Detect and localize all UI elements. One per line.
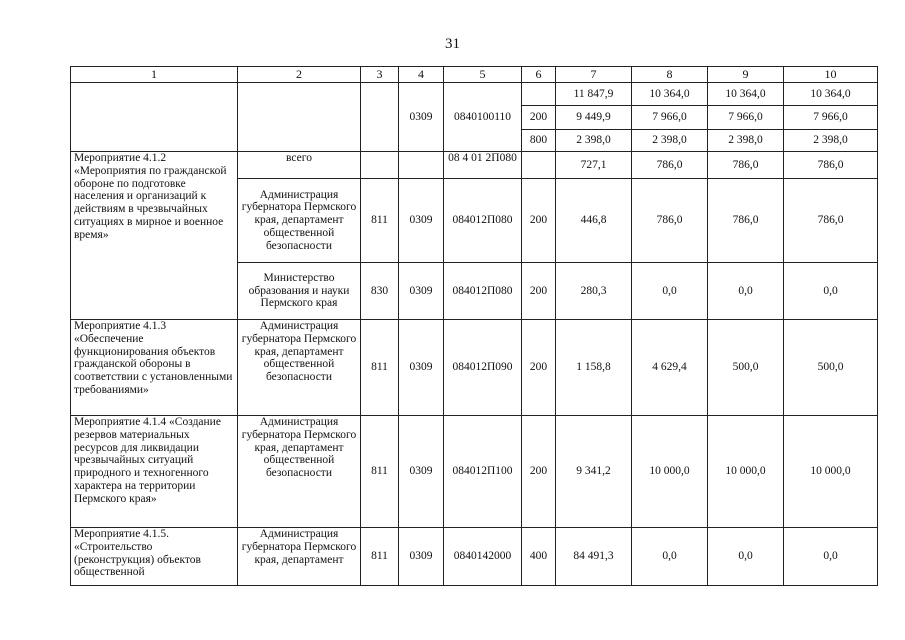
cell-event: Мероприятие 4.1.5. «Строительство (реконструкция) объектов общественной — [71, 528, 238, 586]
col-header: 2 — [238, 67, 361, 83]
cell-value: 9 449,9 — [556, 106, 632, 130]
cell-executor — [238, 83, 361, 152]
cell-vr: 200 — [522, 263, 556, 320]
cell-value: 84 491,3 — [556, 528, 632, 586]
cell-vr — [522, 83, 556, 106]
cell-grbs — [361, 83, 399, 152]
cell-value: 0,0 — [784, 528, 878, 586]
cell-value: 7 966,0 — [784, 106, 878, 130]
cell-value: 2 398,0 — [784, 130, 878, 152]
cell-value: 0,0 — [632, 263, 708, 320]
page-number: 31 — [445, 36, 460, 52]
cell-value: 280,3 — [556, 263, 632, 320]
cell-section: 0309 — [399, 320, 444, 416]
cell-grbs: 811 — [361, 320, 399, 416]
cell-grbs — [361, 152, 399, 179]
cell-grbs: 811 — [361, 416, 399, 528]
cell-csr: 084012П080 — [444, 263, 522, 320]
cell-value: 2 398,0 — [708, 130, 784, 152]
cell-value: 10 000,0 — [708, 416, 784, 528]
cell-value: 500,0 — [708, 320, 784, 416]
cell-csr: 0840100110 — [444, 83, 522, 152]
cell-value: 786,0 — [784, 152, 878, 179]
cell-section: 0309 — [399, 263, 444, 320]
col-header: 7 — [556, 67, 632, 83]
cell-value: 446,8 — [556, 179, 632, 263]
budget-table — [70, 66, 878, 586]
cell-value: 10 364,0 — [784, 83, 878, 106]
cell-value: 7 966,0 — [708, 106, 784, 130]
cell-vr: 200 — [522, 179, 556, 263]
cell-event — [71, 83, 238, 152]
cell-csr: 084012П100 — [444, 416, 522, 528]
cell-csr: 0840142000 — [444, 528, 522, 586]
cell-value: 727,1 — [556, 152, 632, 179]
table-row — [71, 83, 878, 106]
cell-section: 0309 — [399, 416, 444, 528]
cell-value: 10 000,0 — [632, 416, 708, 528]
cell-csr: 084012П080 — [444, 179, 522, 263]
col-header: 10 — [784, 67, 878, 83]
cell-vr — [522, 152, 556, 179]
cell-value: 1 158,8 — [556, 320, 632, 416]
col-header: 1 — [71, 67, 238, 83]
cell-event: Мероприятие 4.1.3 «Обеспечение функционирования объектов гражданской обороны в соответствии с установленными требованиями» — [71, 320, 238, 416]
cell-value: 786,0 — [708, 152, 784, 179]
col-header: 8 — [632, 67, 708, 83]
cell-csr: 08 4 01 2П080 — [444, 152, 522, 179]
cell-value: 0,0 — [708, 263, 784, 320]
table-row — [71, 320, 878, 416]
cell-value: 7 966,0 — [632, 106, 708, 130]
cell-value: 4 629,4 — [632, 320, 708, 416]
cell-executor: Администрация губернатора Пермского края, департамент общественной безопасности — [238, 320, 361, 416]
cell-value: 0,0 — [784, 263, 878, 320]
cell-vr: 200 — [522, 416, 556, 528]
cell-value: 786,0 — [784, 179, 878, 263]
col-header: 3 — [361, 67, 399, 83]
cell-event: Мероприятие 4.1.2 «Мероприятия по гражданской обороне по подготовке населения и организаций к действиям в чрезвычайных ситуациях в мирное и военное время» — [71, 152, 238, 320]
cell-grbs: 811 — [361, 179, 399, 263]
cell-value: 2 398,0 — [556, 130, 632, 152]
cell-value: 0,0 — [708, 528, 784, 586]
table-row — [71, 152, 878, 179]
cell-value: 10 000,0 — [784, 416, 878, 528]
cell-grbs: 811 — [361, 528, 399, 586]
cell-vr: 400 — [522, 528, 556, 586]
cell-executor: Администрация губернатора Пермского края, департамент общественной безопасности — [238, 179, 361, 263]
cell-value: 786,0 — [632, 179, 708, 263]
col-header: 4 — [399, 67, 444, 83]
cell-section — [399, 152, 444, 179]
col-header: 5 — [444, 67, 522, 83]
cell-value: 786,0 — [708, 179, 784, 263]
cell-section: 0309 — [399, 179, 444, 263]
cell-value: 9 341,2 — [556, 416, 632, 528]
cell-value: 0,0 — [632, 528, 708, 586]
cell-value: 786,0 — [632, 152, 708, 179]
cell-executor: Администрация губернатора Пермского края, департамент общественной безопасности — [238, 416, 361, 528]
cell-vr: 200 — [522, 106, 556, 130]
cell-event: Мероприятие 4.1.4 «Создание резервов материальных ресурсов для ликвидации чрезвычайных ситуаций природного и техногенного характера на территории Пермского края» — [71, 416, 238, 528]
header-row — [71, 67, 878, 83]
col-header: 9 — [708, 67, 784, 83]
cell-executor: Администрация губернатора Пермского края, департамент — [238, 528, 361, 586]
cell-section: 0309 — [399, 528, 444, 586]
table-row — [71, 528, 878, 586]
cell-executor: Министерство образования и науки Пермского края — [238, 263, 361, 320]
cell-value: 10 364,0 — [708, 83, 784, 106]
cell-vr: 800 — [522, 130, 556, 152]
cell-value: 11 847,9 — [556, 83, 632, 106]
cell-executor: всего — [238, 152, 361, 179]
cell-value: 2 398,0 — [632, 130, 708, 152]
cell-section: 0309 — [399, 83, 444, 152]
cell-value: 500,0 — [784, 320, 878, 416]
col-header: 6 — [522, 67, 556, 83]
cell-vr: 200 — [522, 320, 556, 416]
cell-grbs: 830 — [361, 263, 399, 320]
cell-csr: 084012П090 — [444, 320, 522, 416]
cell-value: 10 364,0 — [632, 83, 708, 106]
table-row — [71, 416, 878, 528]
